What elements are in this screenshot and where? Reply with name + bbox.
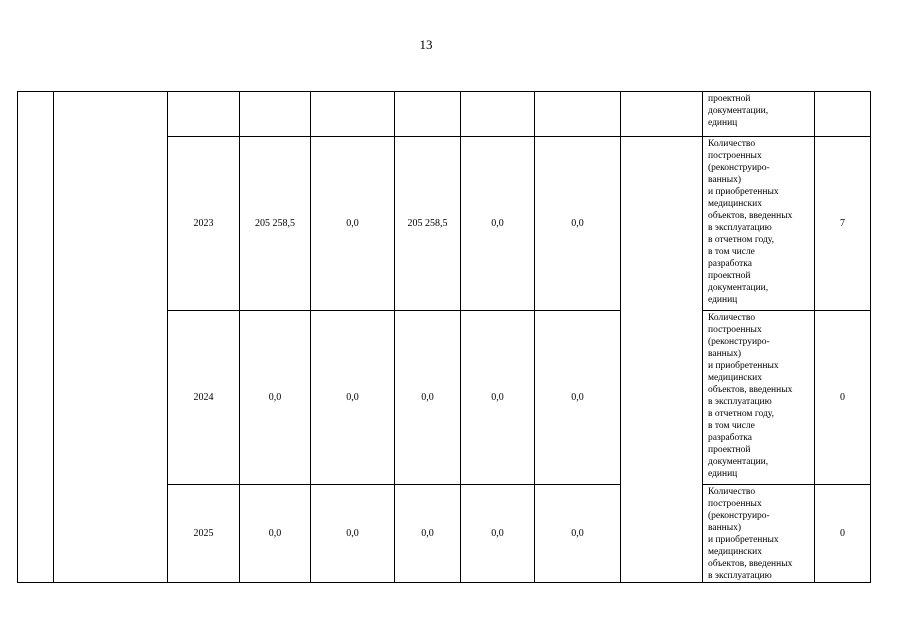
cell-number [18, 92, 54, 583]
cell-indicator-value: 0 [815, 311, 871, 485]
cell-federal: 0,0 [311, 485, 395, 583]
cell-indicator-value [815, 92, 871, 137]
cell-indicator-value: 7 [815, 137, 871, 311]
cell-total: 0,0 [240, 311, 311, 485]
cell-total: 0,0 [240, 485, 311, 583]
cell-regional: 205 258,5 [395, 137, 461, 311]
cell-indicator: проектной документации, единиц [703, 92, 815, 137]
cell-executor [621, 137, 703, 583]
cell-federal: 0,0 [311, 137, 395, 311]
cell-indicator: Количество построенных (реконструиро- ванных) и приобретенных медицинских объектов, введенных в эксплуатацию в отчетном году, в том числе разработка проектной документации, единиц [703, 137, 815, 311]
cell-other: 0,0 [535, 311, 621, 485]
cell-year: 2025 [168, 485, 240, 583]
cell-local: 0,0 [461, 137, 535, 311]
cell-federal [311, 92, 395, 137]
cell-year [168, 92, 240, 137]
cell-regional [395, 92, 461, 137]
cell-local: 0,0 [461, 485, 535, 583]
cell-regional: 0,0 [395, 311, 461, 485]
cell-year: 2024 [168, 311, 240, 485]
cell-other: 0,0 [535, 137, 621, 311]
cell-measure-name [54, 92, 168, 583]
cell-indicator: Количество построенных (реконструиро- ванных) и приобретенных медицинских объектов, введенных в эксплуатацию в отчетном году, в том числе разработка проектной документации, единиц [703, 311, 815, 485]
cell-indicator: Количество построенных (реконструиро- ванных) и приобретенных медицинских объектов, введенных в эксплуатацию [703, 485, 815, 583]
cell-total [240, 92, 311, 137]
cell-other [535, 92, 621, 137]
cell-local [461, 92, 535, 137]
cell-local: 0,0 [461, 311, 535, 485]
cell-year: 2023 [168, 137, 240, 311]
page-number: 13 [419, 37, 433, 52]
program-table [17, 91, 871, 583]
cell-total: 205 258,5 [240, 137, 311, 311]
cell-indicator-value: 0 [815, 485, 871, 583]
cell-executor [621, 92, 703, 137]
cell-federal: 0,0 [311, 311, 395, 485]
cell-regional: 0,0 [395, 485, 461, 583]
table-row-continued [18, 92, 871, 137]
cell-other: 0,0 [535, 485, 621, 583]
